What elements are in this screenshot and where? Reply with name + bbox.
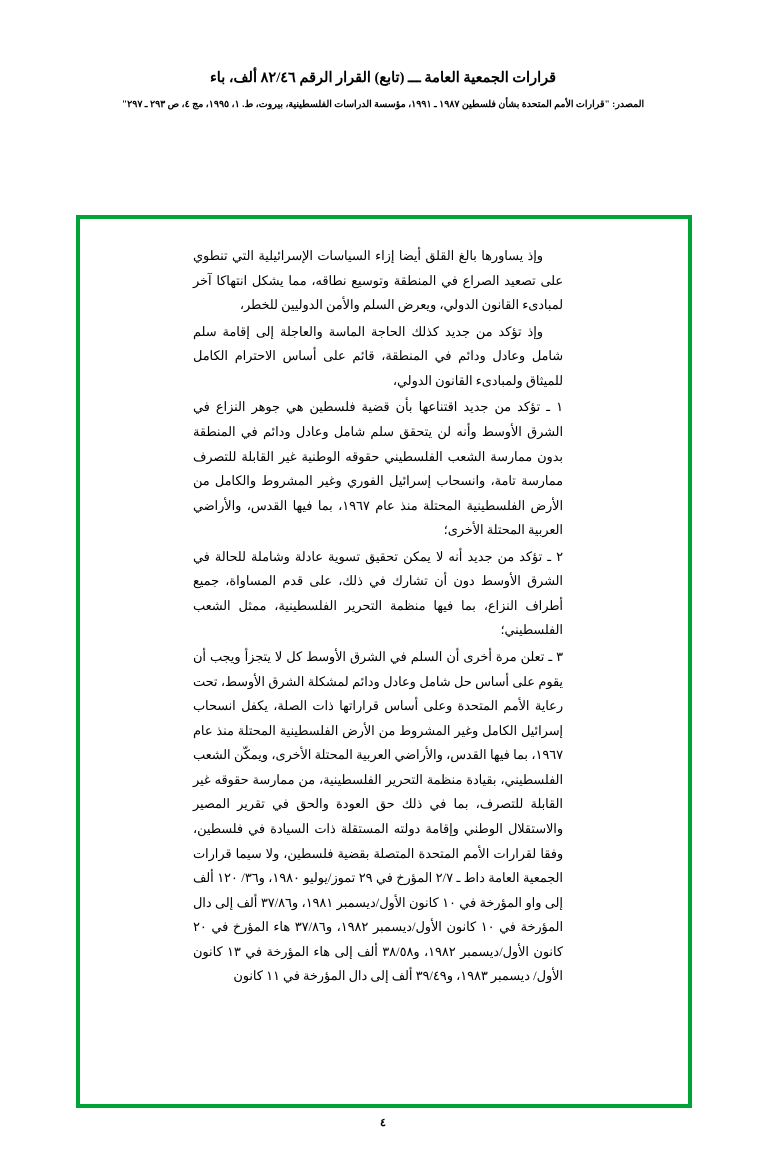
document-page xyxy=(0,68,766,1152)
page-number: ٤ xyxy=(380,1117,386,1129)
paragraph: ١ ـ تؤكد من جديد اقتناعها بأن قضية فلسطين هي جوهر النزاع في الشرق الأوسط وأنه لن يتحقق سلم شامل وعادل ودائم في المنطقة بدون ممارسة الشعب الفلسطيني حقوقه الوطنية غير القابلة للتصرف ممارسة تامة، وانسحاب إسرائيل الفوري وغير المشروط والكامل من الأرض الفلسطينية المحتلة منذ عام ١٩٦٧، بما فيها القدس، والأراضي العربية المحتلة الأخرى؛ xyxy=(193,400,563,538)
paragraph: وإذ يساورها بالغ القلق أيضا إزاء السياسات الإسرائيلية التي تنطوي على تصعيد الصراع في المنطقة وتوسيع نطاقه، مما يشكل انتهاكا آخر لمبادىء القانون الدولي، ويعرض السلم والأمن الدوليين للخطر، xyxy=(193,249,563,313)
document-source-line: المصدر: "قرارات الأمم المتحدة بشأن فلسطين ١٩٨٧ ـ ١٩٩١، مؤسسة الدراسات الفلسطينية، بيروت، ط. ١، ١٩٩٥، مج ٤، ص ٢٩٣ ـ ٢٩٧" xyxy=(121,100,645,111)
document-body xyxy=(193,244,563,991)
paragraph: ٢ ـ تؤكد من جديد أنه لا يمكن تحقيق تسوية عادلة وشاملة للحالة في الشرق الأوسط دون أن تشارك في ذلك، على قدم المساواة، جميع أطراف النزاع، بما فيها منظمة التحرير الفلسطينية، ممثل الشعب الفلسطيني؛ xyxy=(193,549,563,638)
paragraph: وإذ تؤكد من جديد كذلك الحاجة الماسة والعاجلة إلى إقامة سلم شامل وعادل ودائم في المنطقة، قائم على أساس الاحترام الكامل للميثاق ولمبادىء القانون الدولي، xyxy=(193,324,563,388)
paragraph: ٣ ـ تعلن مرة أخرى أن السلم في الشرق الأوسط كل لا يتجزأ ويجب أن يقوم على أساس حل شامل وعادل ودائم لمشكلة الشرق الأوسط، تحت رعاية الأمم المتحدة وعلى أساس قراراتها ذات الصلة، يكفل انسحاب إسرائيل الكامل وغير المشروط من الأرض الفلسطينية المحتلة منذ عام ١٩٦٧، بما فيها القدس، والأراضي العربية المحتلة الأخرى، ويمكّن الشعب الفلسطيني، بقيادة منظمة التحرير الفلسطينية، من ممارسة حقوقه غير القابلة للتصرف، بما في ذلك حق العودة والحق في تقرير المصير والاستقلال الوطني وإقامة دولته المستقلة ذات السيادة في فلسطين، وفقا لقرارات الأمم المتحدة المتصلة بقضية فلسطين، ولا سيما قرارات الجمعية العامة داط ـ ٢/٧ المؤرخ في ٢٩ تموز/يوليو ١٩٨٠، و٣٦/ ١٢٠ ألف إلى واو المؤرخة في ١٠ كانون الأول/ديسمبر ١٩٨١، و٣٧/٨٦ ألف إلى دال المؤرخة في ١٠ كانون الأول/ديسمبر ١٩٨٢، و٣٧/٨٦ هاء المؤرخ في ٢٠ كانون الأول/ديسمبر ١٩٨٢، و٣٨/٥٨ ألف إلى هاء المؤرخة في ١٣ كانون الأول/ ديسمبر ١٩٨٣، و٣٩/٤٩ ألف إلى دال المؤرخة في ١١ كانون xyxy=(193,650,564,984)
document-header xyxy=(0,68,766,110)
page-title: قرارات الجمعية العامة ـــ (تابع) القرار الرقم ٨٢/٤٦ ألف، باء xyxy=(209,70,557,86)
content-frame xyxy=(76,215,692,1108)
